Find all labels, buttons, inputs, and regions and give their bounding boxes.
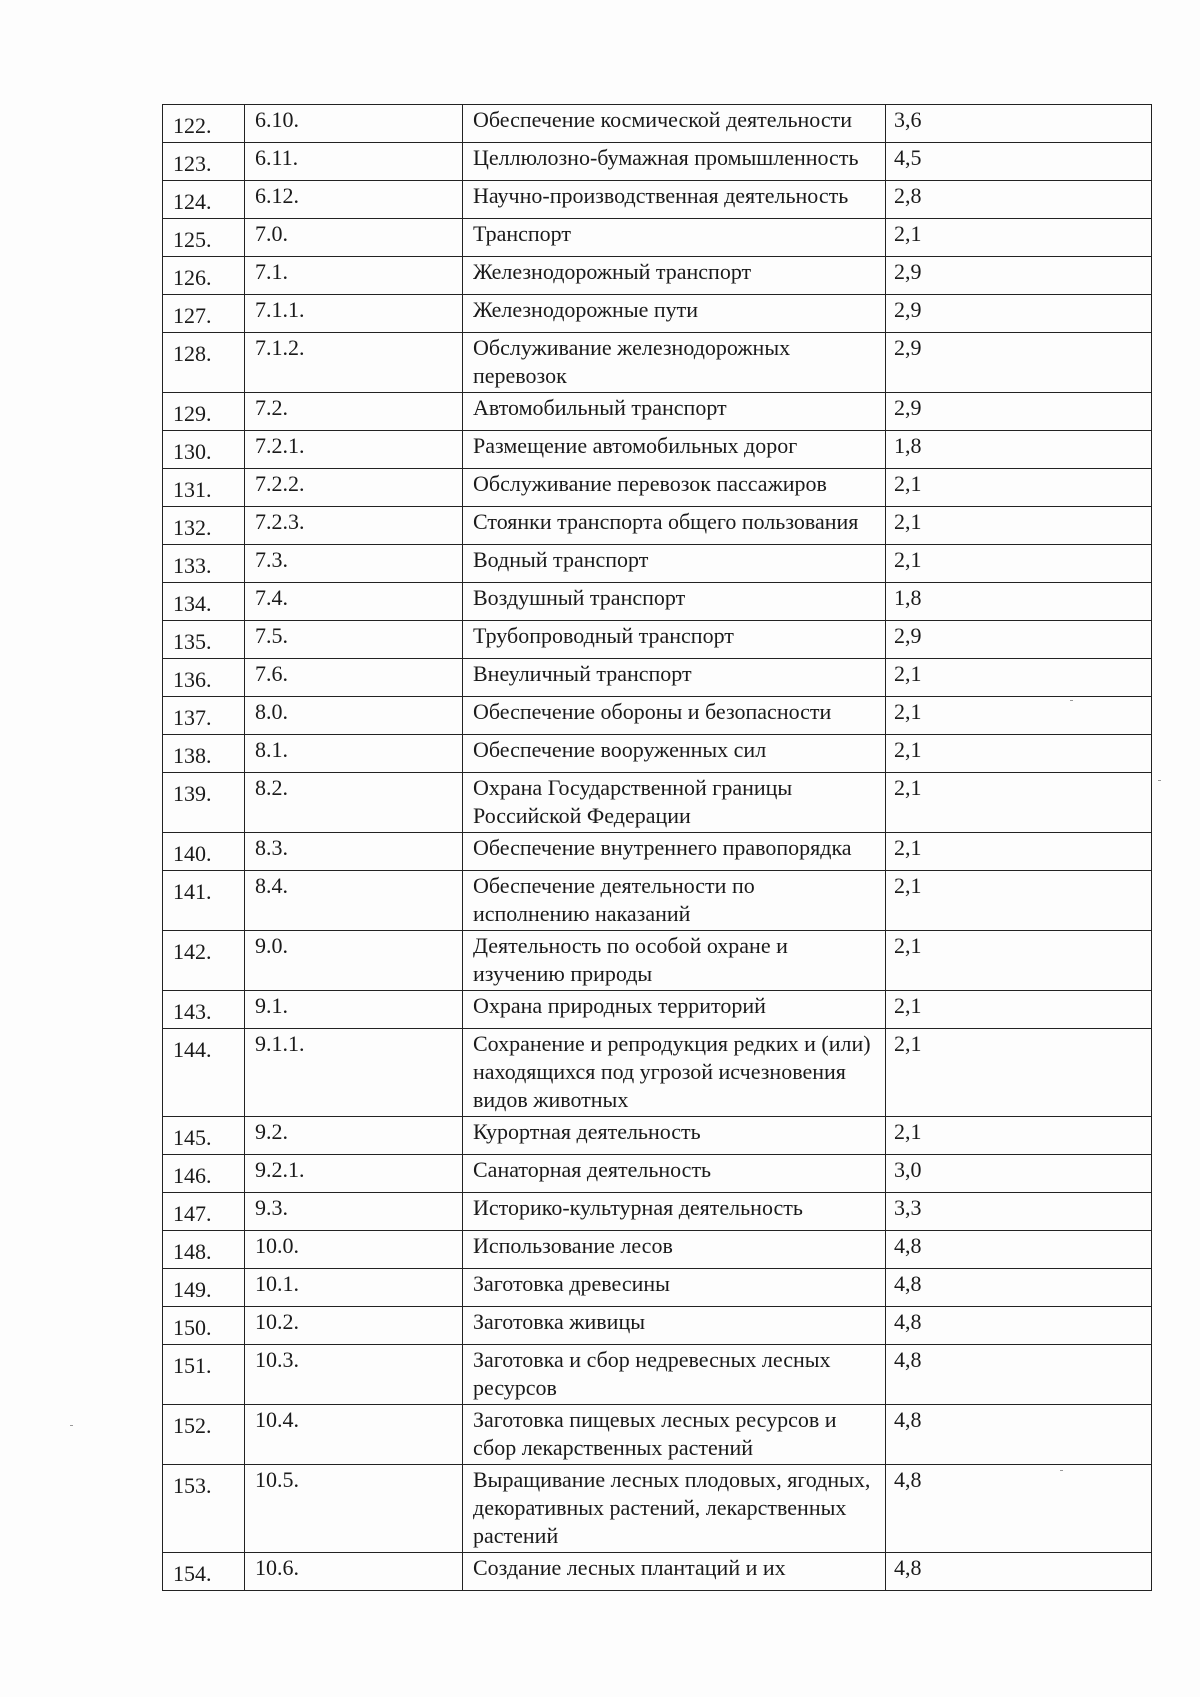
table-row	[163, 1307, 1152, 1345]
row-value: 2,9	[886, 393, 1152, 431]
row-number: 124.	[163, 181, 245, 219]
row-number: 130.	[163, 431, 245, 469]
row-value: 1,8	[886, 431, 1152, 469]
row-number: 136.	[163, 659, 245, 697]
row-number: 147.	[163, 1193, 245, 1231]
table-row	[163, 545, 1152, 583]
row-number: 149.	[163, 1269, 245, 1307]
row-code: 8.4.	[245, 871, 463, 931]
row-code: 8.3.	[245, 833, 463, 871]
row-value: 2,1	[886, 833, 1152, 871]
row-number: 137.	[163, 697, 245, 735]
row-code: 8.0.	[245, 697, 463, 735]
row-name: Обеспечение обороны и безопасности	[463, 697, 886, 735]
row-name: Целлюлозно-бумажная промышленность	[463, 143, 886, 181]
row-number: 151.	[163, 1345, 245, 1405]
table-row	[163, 1193, 1152, 1231]
table-row	[163, 1553, 1152, 1591]
row-code: 7.2.2.	[245, 469, 463, 507]
row-name: Охрана природных территорий	[463, 991, 886, 1029]
table-row	[163, 931, 1152, 991]
table-row	[163, 991, 1152, 1029]
table-row	[163, 105, 1152, 143]
row-value: 2,9	[886, 257, 1152, 295]
row-value: 2,1	[886, 1117, 1152, 1155]
row-name: Заготовка древесины	[463, 1269, 886, 1307]
row-value: 2,1	[886, 219, 1152, 257]
row-value: 4,8	[886, 1269, 1152, 1307]
table-row	[163, 621, 1152, 659]
row-number: 154.	[163, 1553, 245, 1591]
row-code: 10.6.	[245, 1553, 463, 1591]
scan-speck	[70, 1425, 73, 1426]
row-code: 9.2.1.	[245, 1155, 463, 1193]
table-row	[163, 659, 1152, 697]
table-row	[163, 773, 1152, 833]
row-value: 4,8	[886, 1465, 1152, 1553]
row-number: 148.	[163, 1231, 245, 1269]
row-number: 153.	[163, 1465, 245, 1553]
row-name: Воздушный транспорт	[463, 583, 886, 621]
table-row	[163, 257, 1152, 295]
row-value: 2,1	[886, 871, 1152, 931]
table-row	[163, 735, 1152, 773]
row-code: 7.1.2.	[245, 333, 463, 393]
scan-speck	[1158, 780, 1161, 781]
row-code: 7.3.	[245, 545, 463, 583]
row-value: 4,8	[886, 1231, 1152, 1269]
row-number: 146.	[163, 1155, 245, 1193]
row-number: 142.	[163, 931, 245, 991]
row-name: Трубопроводный транспорт	[463, 621, 886, 659]
row-number: 145.	[163, 1117, 245, 1155]
row-number: 140.	[163, 833, 245, 871]
table-row	[163, 143, 1152, 181]
row-name: Научно-производственная деятельность	[463, 181, 886, 219]
row-name: Историко-культурная деятельность	[463, 1193, 886, 1231]
row-name: Водный транспорт	[463, 545, 886, 583]
table-row	[163, 871, 1152, 931]
row-number: 128.	[163, 333, 245, 393]
row-value: 3,0	[886, 1155, 1152, 1193]
row-name: Обслуживание перевозок пассажиров	[463, 469, 886, 507]
row-value: 1,8	[886, 583, 1152, 621]
table-row	[163, 219, 1152, 257]
row-code: 10.2.	[245, 1307, 463, 1345]
row-code: 10.4.	[245, 1405, 463, 1465]
row-value: 4,5	[886, 143, 1152, 181]
row-number: 141.	[163, 871, 245, 931]
row-value: 2,1	[886, 991, 1152, 1029]
row-name: Обеспечение внутреннего правопорядка	[463, 833, 886, 871]
table-row	[163, 833, 1152, 871]
row-name: Автомобильный транспорт	[463, 393, 886, 431]
table-row	[163, 431, 1152, 469]
row-name: Санаторная деятельность	[463, 1155, 886, 1193]
row-value: 3,3	[886, 1193, 1152, 1231]
row-code: 6.12.	[245, 181, 463, 219]
row-number: 134.	[163, 583, 245, 621]
row-name: Охрана Государственной границы Российской Федерации	[463, 773, 886, 833]
row-number: 138.	[163, 735, 245, 773]
row-code: 7.5.	[245, 621, 463, 659]
row-value: 2,8	[886, 181, 1152, 219]
table-row	[163, 507, 1152, 545]
row-value: 2,1	[886, 697, 1152, 735]
table-row	[163, 1269, 1152, 1307]
row-code: 9.1.1.	[245, 1029, 463, 1117]
row-number: 122.	[163, 105, 245, 143]
land-use-table	[162, 104, 1152, 1591]
row-number: 123.	[163, 143, 245, 181]
table-row	[163, 181, 1152, 219]
scan-speck	[1070, 700, 1073, 701]
row-number: 152.	[163, 1405, 245, 1465]
row-code: 7.0.	[245, 219, 463, 257]
row-name: Использование лесов	[463, 1231, 886, 1269]
row-code: 7.6.	[245, 659, 463, 697]
row-name: Заготовка и сбор недревесных лесных ресурсов	[463, 1345, 886, 1405]
row-number: 144.	[163, 1029, 245, 1117]
row-number: 125.	[163, 219, 245, 257]
row-code: 10.3.	[245, 1345, 463, 1405]
table-row	[163, 333, 1152, 393]
row-code: 7.2.1.	[245, 431, 463, 469]
row-name: Обеспечение космической деятельности	[463, 105, 886, 143]
table-row	[163, 1231, 1152, 1269]
row-code: 7.4.	[245, 583, 463, 621]
row-name: Обеспечение вооруженных сил	[463, 735, 886, 773]
row-code: 9.1.	[245, 991, 463, 1029]
row-code: 7.2.	[245, 393, 463, 431]
row-value: 2,1	[886, 1029, 1152, 1117]
row-number: 132.	[163, 507, 245, 545]
row-value: 4,8	[886, 1345, 1152, 1405]
row-value: 2,9	[886, 333, 1152, 393]
row-code: 10.5.	[245, 1465, 463, 1553]
table-row	[163, 295, 1152, 333]
row-name: Заготовка пищевых лесных ресурсов и сбор лекарственных растений	[463, 1405, 886, 1465]
row-number: 131.	[163, 469, 245, 507]
table-row	[163, 697, 1152, 735]
row-value: 2,1	[886, 931, 1152, 991]
row-name: Размещение автомобильных дорог	[463, 431, 886, 469]
row-code: 7.2.3.	[245, 507, 463, 545]
row-number: 129.	[163, 393, 245, 431]
row-number: 133.	[163, 545, 245, 583]
row-code: 7.1.1.	[245, 295, 463, 333]
row-code: 6.11.	[245, 143, 463, 181]
row-name: Сохранение и репродукция редких и (или) находящихся под угрозой исчезновения видов животных	[463, 1029, 886, 1117]
row-value: 2,9	[886, 621, 1152, 659]
row-value: 2,1	[886, 469, 1152, 507]
row-code: 7.1.	[245, 257, 463, 295]
row-value: 2,1	[886, 659, 1152, 697]
row-value: 2,1	[886, 507, 1152, 545]
table-row	[163, 1155, 1152, 1193]
row-number: 126.	[163, 257, 245, 295]
table-row	[163, 583, 1152, 621]
table-row	[163, 1345, 1152, 1405]
row-name: Курортная деятельность	[463, 1117, 886, 1155]
row-name: Выращивание лесных плодовых, ягодных, декоративных растений, лекарственных растений	[463, 1465, 886, 1553]
table-row	[163, 1029, 1152, 1117]
row-value: 2,9	[886, 295, 1152, 333]
row-name: Транспорт	[463, 219, 886, 257]
row-number: 127.	[163, 295, 245, 333]
row-name: Обслуживание железнодорожных перевозок	[463, 333, 886, 393]
row-name: Заготовка живицы	[463, 1307, 886, 1345]
row-code: 10.1.	[245, 1269, 463, 1307]
row-code: 9.2.	[245, 1117, 463, 1155]
row-number: 150.	[163, 1307, 245, 1345]
row-code: 6.10.	[245, 105, 463, 143]
table-row	[163, 469, 1152, 507]
row-number: 143.	[163, 991, 245, 1029]
row-name: Обеспечение деятельности по исполнению наказаний	[463, 871, 886, 931]
row-code: 8.1.	[245, 735, 463, 773]
table-row	[163, 1465, 1152, 1553]
row-name: Железнодорожный транспорт	[463, 257, 886, 295]
scan-speck	[1060, 1470, 1063, 1471]
row-value: 2,1	[886, 773, 1152, 833]
row-value: 3,6	[886, 105, 1152, 143]
row-value: 2,1	[886, 735, 1152, 773]
row-value: 4,8	[886, 1307, 1152, 1345]
row-code: 9.3.	[245, 1193, 463, 1231]
row-name: Создание лесных плантаций и их	[463, 1553, 886, 1591]
table-row	[163, 393, 1152, 431]
row-number: 139.	[163, 773, 245, 833]
row-code: 10.0.	[245, 1231, 463, 1269]
row-value: 4,8	[886, 1553, 1152, 1591]
row-value: 4,8	[886, 1405, 1152, 1465]
row-name: Деятельность по особой охране и изучению природы	[463, 931, 886, 991]
row-code: 8.2.	[245, 773, 463, 833]
row-name: Стоянки транспорта общего пользования	[463, 507, 886, 545]
row-name: Внеуличный транспорт	[463, 659, 886, 697]
table-body	[163, 105, 1152, 1591]
row-code: 9.0.	[245, 931, 463, 991]
table-row	[163, 1405, 1152, 1465]
row-value: 2,1	[886, 545, 1152, 583]
row-name: Железнодорожные пути	[463, 295, 886, 333]
row-number: 135.	[163, 621, 245, 659]
table-row	[163, 1117, 1152, 1155]
